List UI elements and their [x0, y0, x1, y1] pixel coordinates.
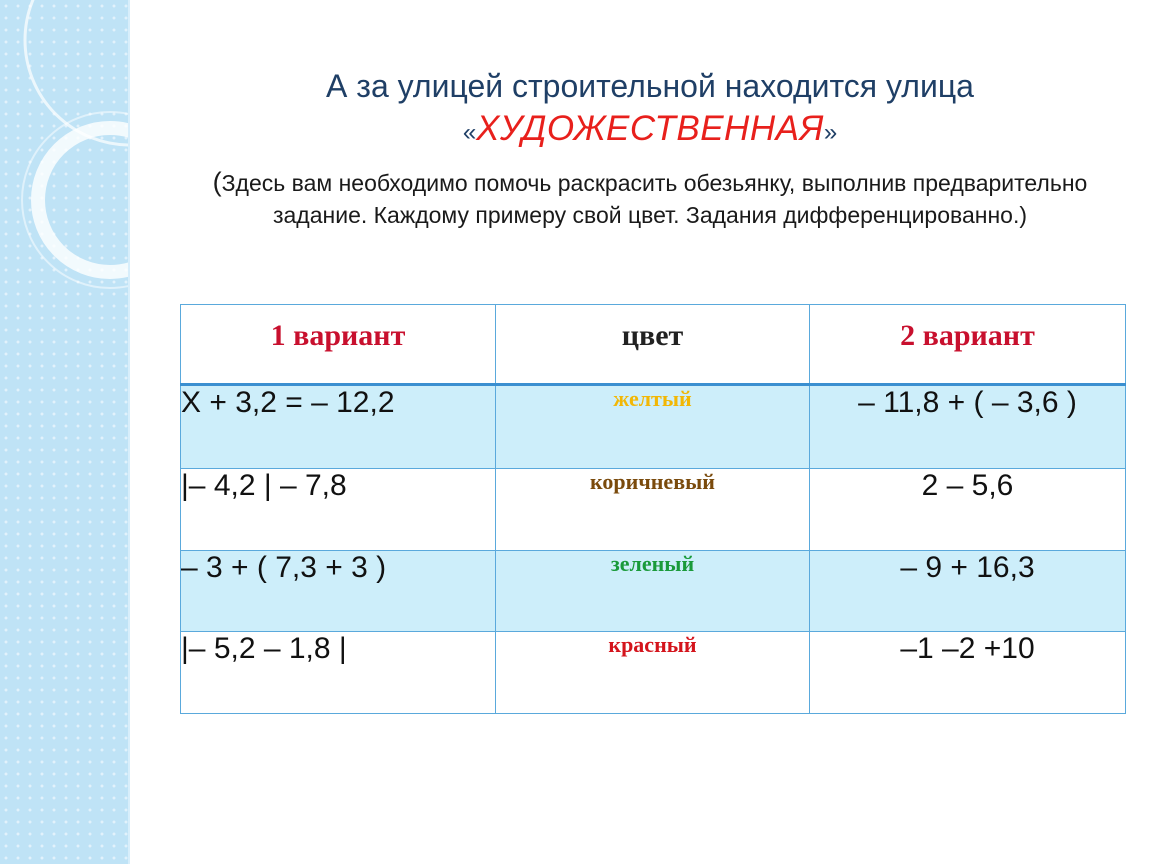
color-cell: зеленый — [496, 550, 810, 632]
table-row — [181, 550, 1126, 632]
decorative-side-strip — [0, 0, 130, 864]
task-table — [180, 304, 1126, 714]
slide-title — [180, 64, 1120, 154]
header-variant-1: 1 вариант — [181, 305, 496, 385]
variant-2-cell: –1 –2 +10 — [810, 632, 1126, 714]
variant-2-cell: – 9 + 16,3 — [810, 550, 1126, 632]
table-header-row — [181, 305, 1126, 385]
instructions-text — [200, 166, 1100, 231]
variant-2-cell: – 11,8 + ( – 3,6 ) — [810, 385, 1126, 469]
table-row — [181, 469, 1126, 551]
color-cell: красный — [496, 632, 810, 714]
decorative-circles — [0, 0, 128, 864]
title-highlight: ХУДОЖЕСТВЕННАЯ — [476, 109, 824, 148]
title-line-1: А за улицей строительной находится улица — [326, 68, 974, 104]
color-cell: коричневый — [496, 469, 810, 551]
color-cell: желтый — [496, 385, 810, 469]
table-row — [181, 385, 1126, 469]
quote-open: « — [462, 119, 477, 146]
title-line-2 — [180, 108, 1120, 154]
header-variant-2: 2 вариант — [810, 305, 1126, 385]
header-color: цвет — [496, 305, 810, 385]
variant-1-cell: |– 4,2 | – 7,8 — [181, 469, 496, 551]
quote-close: » — [823, 119, 838, 146]
variant-2-cell: 2 – 5,6 — [810, 469, 1126, 551]
table-row — [181, 632, 1126, 714]
variant-1-cell: Х + 3,2 = – 12,2 — [181, 385, 496, 469]
variant-1-cell: – 3 + ( 7,3 + 3 ) — [181, 550, 496, 632]
instructions-body: Здесь вам необходимо помочь раскрасить обезьянку, выполнив предварительно задание. Каждому примеру свой цвет. Задания дифференцированно.) — [221, 170, 1088, 228]
variant-1-cell: |– 5,2 – 1,8 | — [181, 632, 496, 714]
paren-open: ( — [212, 167, 222, 197]
